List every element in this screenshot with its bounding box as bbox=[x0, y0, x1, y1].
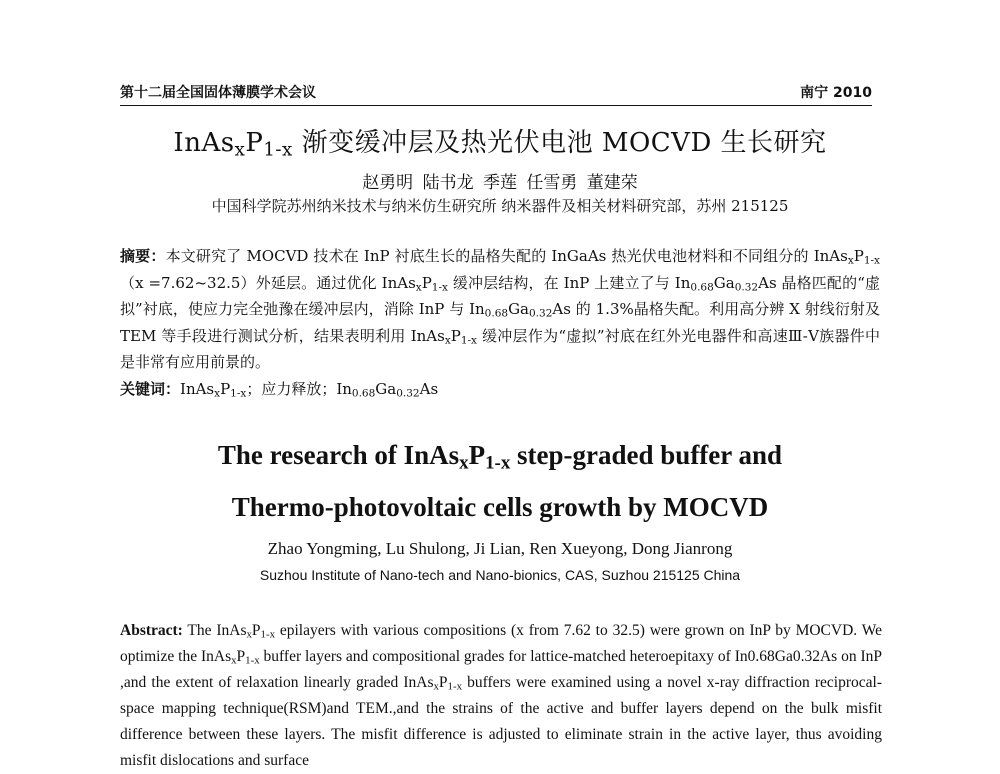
chinese-authors: 赵勇明 陆书龙 季莲 任雪勇 董建荣 bbox=[362, 173, 638, 193]
english-affiliation: Suzhou Institute of Nano-tech and Nano-bionics, CAS, Suzhou 215125 China bbox=[259, 567, 741, 583]
chinese-affiliation: 中国科学院苏州纳米技术与纳米仿生研究所 纳米器件及相关材料研究部，苏州 215125 bbox=[211, 197, 789, 215]
english-title-line-1: The research of $InAs_xP_{1-x}$ step-graded buffer and bbox=[217, 440, 783, 474]
chinese-abstract: 摘要：本文研究了 MOCVD 技术在 InP 衬底生长的晶格失配的 InGaAs 热光伏电池材料和不同组分的 $InAs_xP_{1-x}(x$ =7.62~32.5）外延层。通过优化 $InAs_xP_{1-x}$ 缓冲层结构，在 InP 上建立了与 $In_{0.68}Ga_{0.32}As$ 晶格匹配的“虚拟”衬底，使应力完全弛豫在缓冲层内，消除 InP 与 $In_{0.68}Ga_{0.32}As$ 的 1.3%晶格失配。利用高分辨 X 射线衍射及 TEM 等手段进行测试分析，结果表明利用 $InAs_xP_{1-x}$ 缓冲层作为“虚拟”衬底在红外光电器件和高速Ⅲ-Ⅴ族器件中是非常有应用前景的。 bbox=[120, 247, 881, 371]
abstract-label-en: Abstract: bbox=[120, 622, 183, 639]
english-authors: Zhao Yongming, Lu Shulong, Ji Lian, Ren Xueyong, Dong Jianrong bbox=[267, 539, 733, 558]
location-year: 南宁 2010 bbox=[800, 85, 872, 101]
english-abstract: Abstract: The $InAs_xP_{1-x}$ epilayers with various compositions (x from 7.62 to 32.5) were grown on InP by MOCVD. We optimize the $InAs_xP_{1-x}$ buffer layers and compositional grades for lattice-matched heteroepitaxy of In0.68Ga0.32As on InP ,and the extent of relaxation linearly graded $InAs_xP_{1-x}$ buffers were examined using a novel x-ray diffraction reciprocal-space mapping technique(RSM)and TEM.,and the strains of the active and buffer layers depend on the bulk misfit difference between these layers. The misfit difference is adjusted to eliminate strain in the active layer, thus avoiding misfit dislocations and surface bbox=[120, 622, 883, 769]
chinese-keywords: 关键词：$InAs_xP_{1-x}$；应力释放；$In_{0.68}Ga_{0.32}As$ bbox=[120, 380, 439, 400]
keywords-label-cn: 关键词： bbox=[120, 380, 181, 398]
abstract-label-cn: 摘要： bbox=[120, 247, 166, 265]
english-title-line-2: Thermo-photovoltaic cells growth by MOCVD bbox=[231, 492, 769, 522]
chinese-title: $InAs_xP_{1-x}$ 渐变缓冲层及热光伏电池 MOCVD 生长研究 bbox=[173, 128, 827, 161]
running-header bbox=[120, 82, 872, 106]
conference-name: 第十二届全国固体薄膜学术会议 bbox=[120, 85, 316, 101]
